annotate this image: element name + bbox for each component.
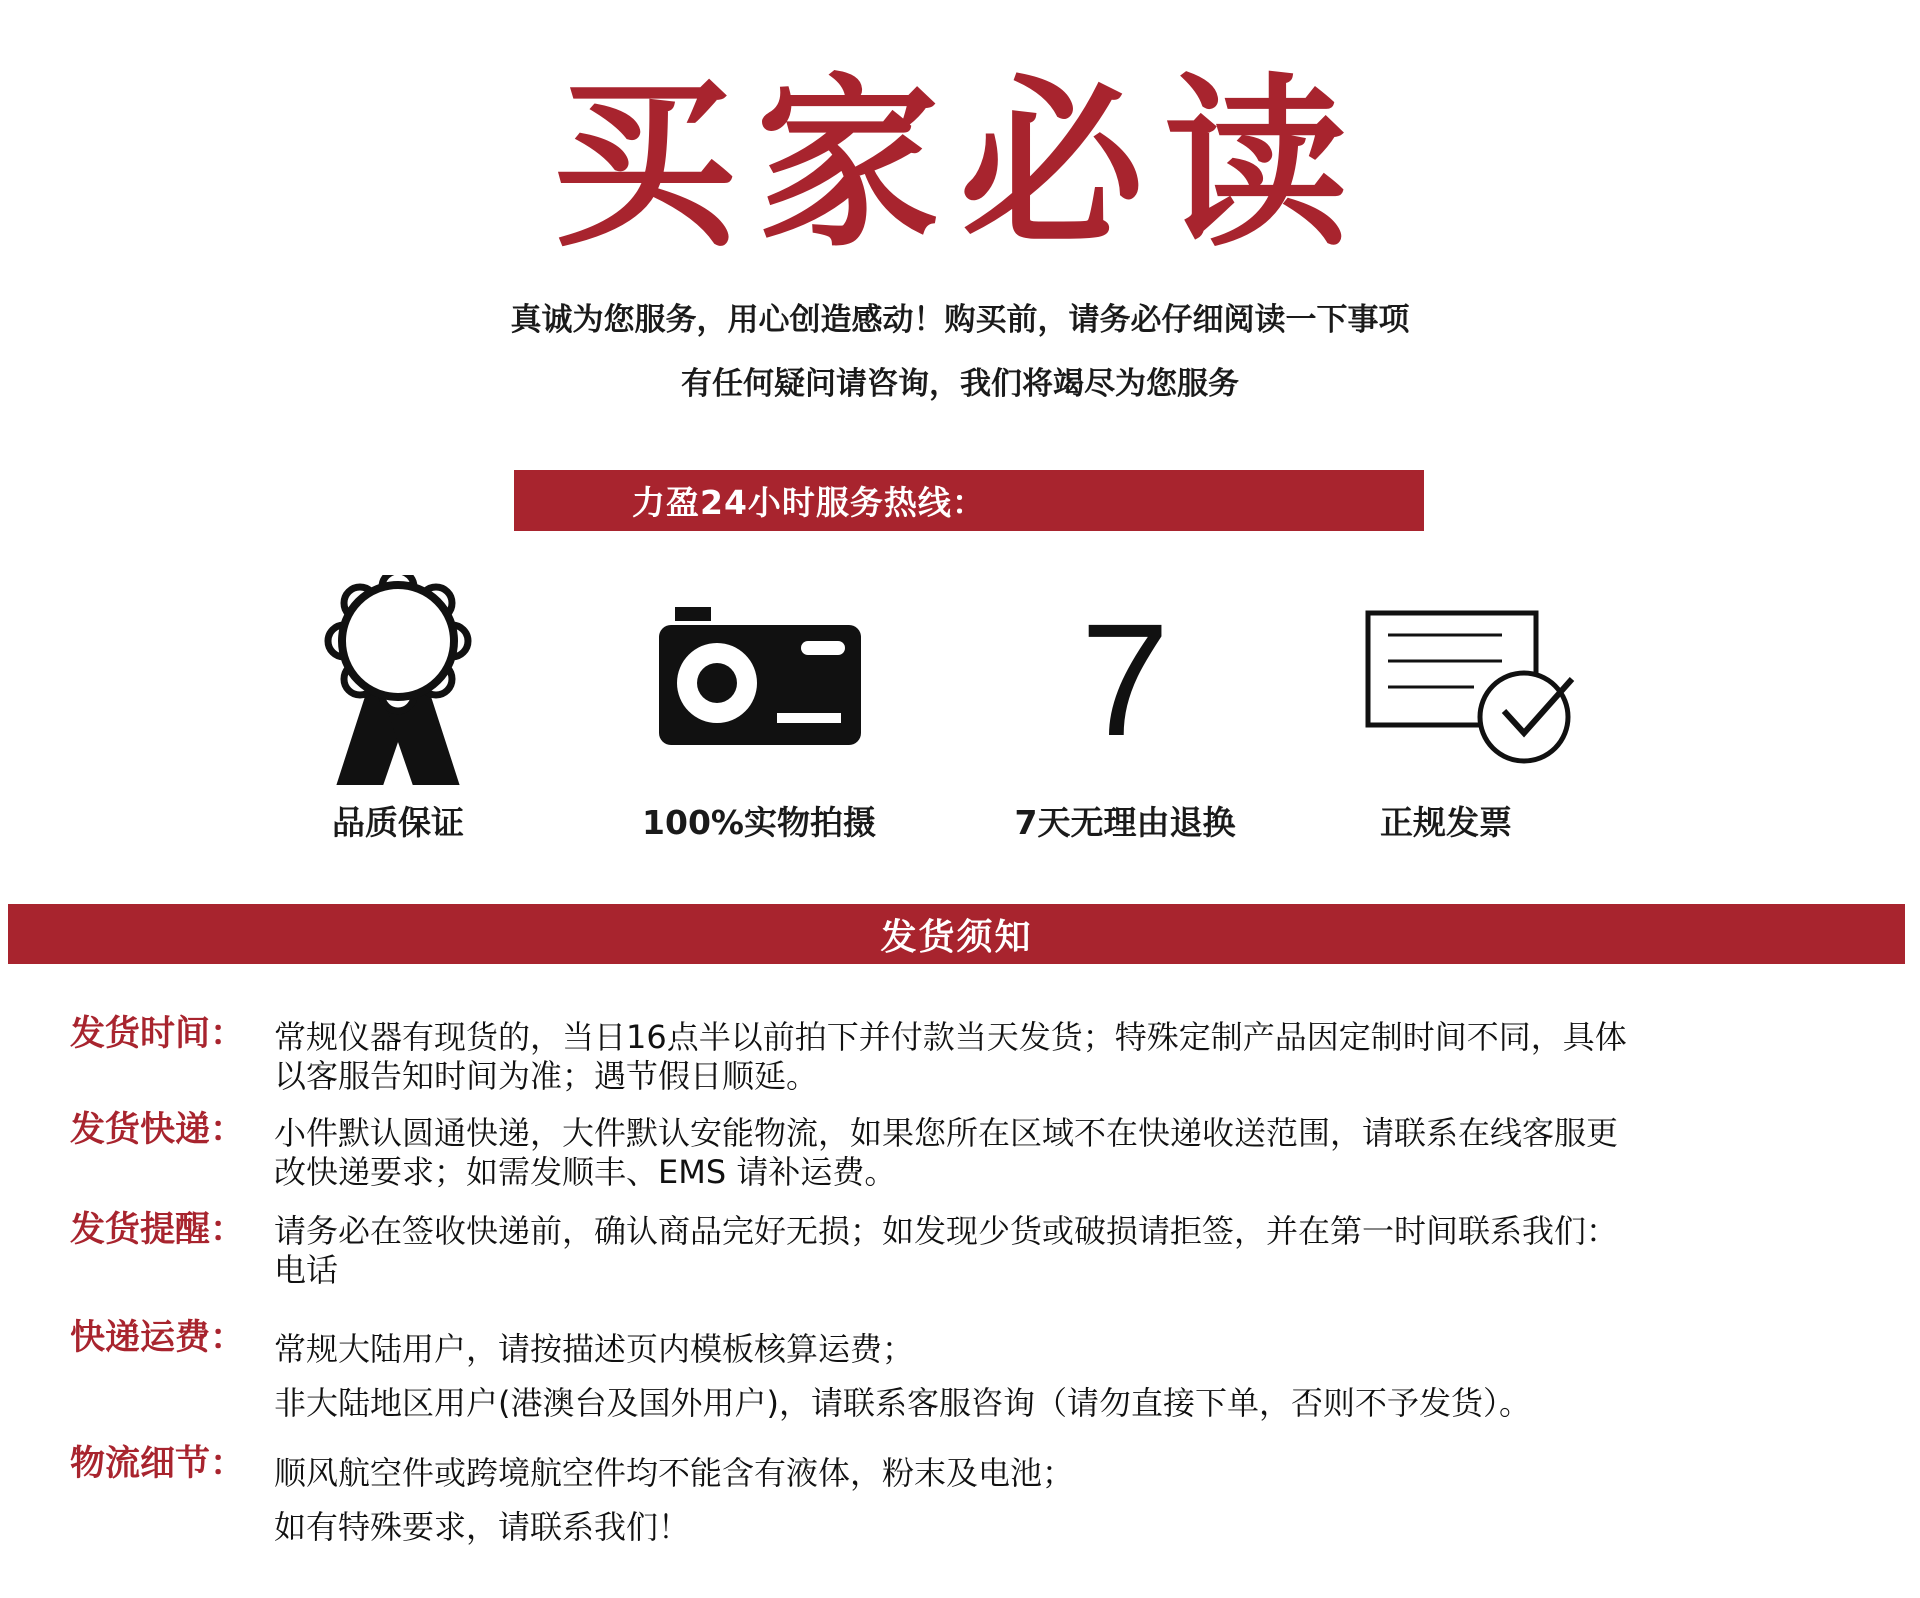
notice-line: 电话 — [274, 1251, 339, 1289]
feature-label: 100%实物拍摄 — [642, 803, 876, 842]
notice-label: 发货快递： — [70, 1110, 246, 1150]
notice-label: 发货提醒： — [70, 1210, 246, 1250]
subtitle-line-1: 真诚为您服务，用心创造感动！购买前，请务必仔细阅读一下事项 — [510, 302, 1410, 338]
notice-line: 如有特殊要求，请联系我们！ — [274, 1508, 691, 1546]
notice-body — [274, 1212, 1834, 1290]
camera-icon — [579, 575, 939, 785]
notice-line: 小件默认圆通快递，大件默认安能物流，如果您所在区域不在快递收送范围，请联系在线客服更 — [274, 1114, 1619, 1152]
shipping-section-title: 发货须知 — [880, 916, 1033, 958]
notice-body — [274, 1446, 1834, 1554]
hotline-label: 力盈24小时服务热线： — [632, 483, 986, 522]
notice-line: 常规仪器有现货的，当日16点半以前拍下并付款当天发货；特殊定制产品因定制时间不同，具体 — [274, 1018, 1627, 1056]
notice-line: 以客服告知时间为准；遇节假日顺延。 — [274, 1057, 819, 1095]
notice-label: 物流细节： — [70, 1444, 246, 1484]
notice-line: 改快递要求；如需发顺丰、EMS 请补运费。 — [274, 1153, 897, 1191]
notice-body — [274, 1114, 1834, 1192]
feature-invoice — [1266, 575, 1626, 845]
subtitle-line-2: 有任何疑问请咨询，我们将竭尽为您服务 — [681, 366, 1239, 402]
feature-real-photos — [579, 575, 939, 845]
feature-label: 正规发票 — [1380, 803, 1512, 842]
hotline-banner — [514, 470, 1424, 531]
feature-label: 品质保证 — [332, 803, 464, 842]
shipping-banner — [8, 904, 1905, 964]
notice-label: 发货时间： — [70, 1014, 246, 1054]
notice-line: 非大陆地区用户(港澳台及国外用户)，请联系客服咨询（请勿直接下单，否则不予发货）。 — [274, 1384, 1531, 1422]
notice-label: 快递运费： — [70, 1318, 246, 1358]
notice-body — [274, 1322, 1834, 1430]
notice-body — [274, 1018, 1834, 1096]
notice-line: 请务必在签收快递前，确认商品完好无损；如发现少货或破损请拒签，并在第一时间联系我们： — [274, 1212, 1619, 1250]
feature-label: 7天无理由退换 — [1014, 803, 1236, 842]
feature-seven-day-return — [945, 575, 1305, 845]
seven-days-glyph: 7 — [1080, 590, 1170, 769]
notice-line: 常规大陆用户，请按描述页内模板核算运费； — [274, 1330, 915, 1368]
invoice-check-icon — [1266, 575, 1626, 785]
seven-days-icon — [945, 575, 1305, 785]
notice-line: 顺风航空件或跨境航空件均不能含有液体，粉末及电池； — [274, 1454, 1075, 1492]
feature-quality — [218, 575, 578, 845]
award-medal-icon — [218, 575, 578, 785]
page-title: 买家必读 — [551, 58, 1368, 272]
